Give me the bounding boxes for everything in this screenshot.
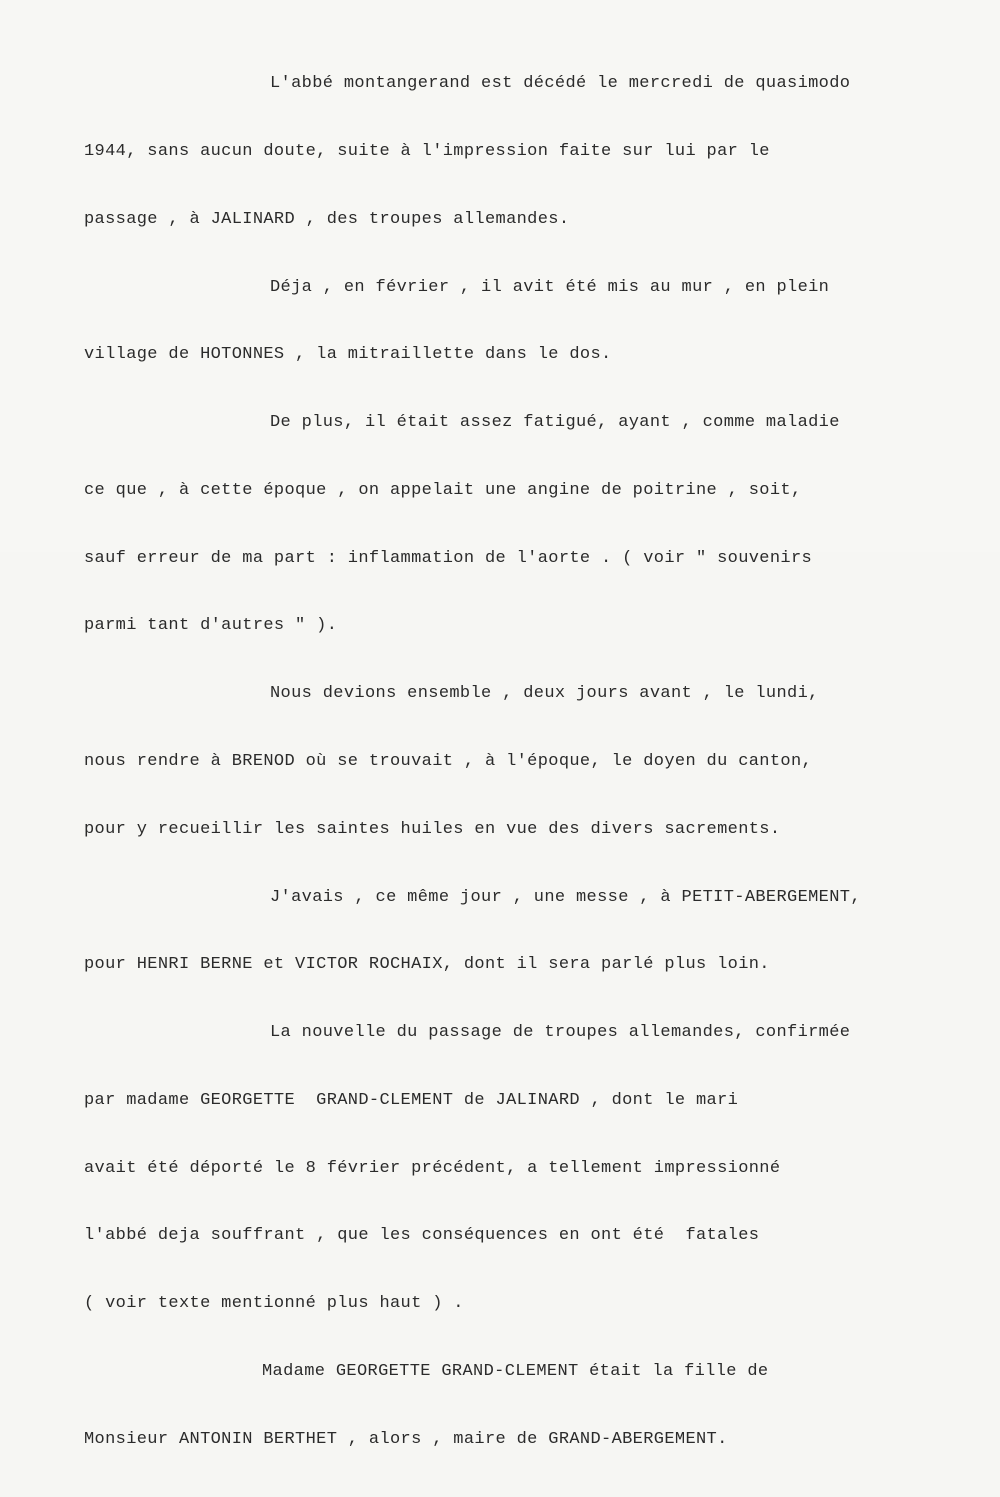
text-line: pour HENRI BERNE et VICTOR ROCHAIX, dont il sera parlé plus loin.	[84, 955, 770, 975]
text-line: passage , à JALINARD , des troupes allemandes.	[84, 209, 570, 229]
text-line: Déja , en février , il avit été mis au mur , en plein	[270, 277, 830, 297]
text-line: parmi tant d'autres " ).	[84, 616, 338, 636]
text-line: Nous devions ensemble , deux jours avant , le lundi,	[270, 684, 819, 704]
text-line: Madame GEORGETTE GRAND-CLEMENT était la fille de	[262, 1362, 769, 1382]
text-line: 1944, sans aucun doute, suite à l'impression faite sur lui par le	[84, 141, 770, 161]
text-line: Monsieur ANTONIN BERTHET , alors , maire de GRAND-ABERGEMENT.	[84, 1429, 728, 1449]
typewritten-text	[84, 28, 984, 1497]
text-line: avait été déporté le 8 février précédent, a tellement impressionné	[84, 1158, 781, 1178]
text-line: De plus, il était assez fatigué, ayant , comme maladie	[270, 413, 840, 433]
text-line: par madame GEORGETTE GRAND-CLEMENT de JALINARD , dont le mari	[84, 1090, 739, 1110]
text-line: ce que , à cette époque , on appelait une angine de poitrine , soit,	[84, 480, 802, 500]
text-line: La nouvelle du passage de troupes allemandes, confirmée	[270, 1023, 851, 1043]
text-line: village de HOTONNES , la mitraillette dans le dos.	[84, 345, 612, 365]
text-line: sauf erreur de ma part : inflammation de l'aorte . ( voir " souvenirs	[84, 548, 813, 568]
text-line: l'abbé deja souffrant , que les conséquences en ont été fatales	[84, 1226, 760, 1246]
text-line: ( voir texte mentionné plus haut ) .	[84, 1294, 464, 1314]
text-line: J'avais , ce même jour , une messe , à PETIT-ABERGEMENT,	[270, 887, 861, 907]
text-line: pour y recueillir les saintes huiles en vue des divers sacrements.	[84, 819, 781, 839]
text-line: L'abbé montangerand est décédé le mercredi de quasimodo	[270, 74, 851, 94]
text-line: nous rendre à BRENOD où se trouvait , à l'époque, le doyen du canton,	[84, 752, 813, 771]
